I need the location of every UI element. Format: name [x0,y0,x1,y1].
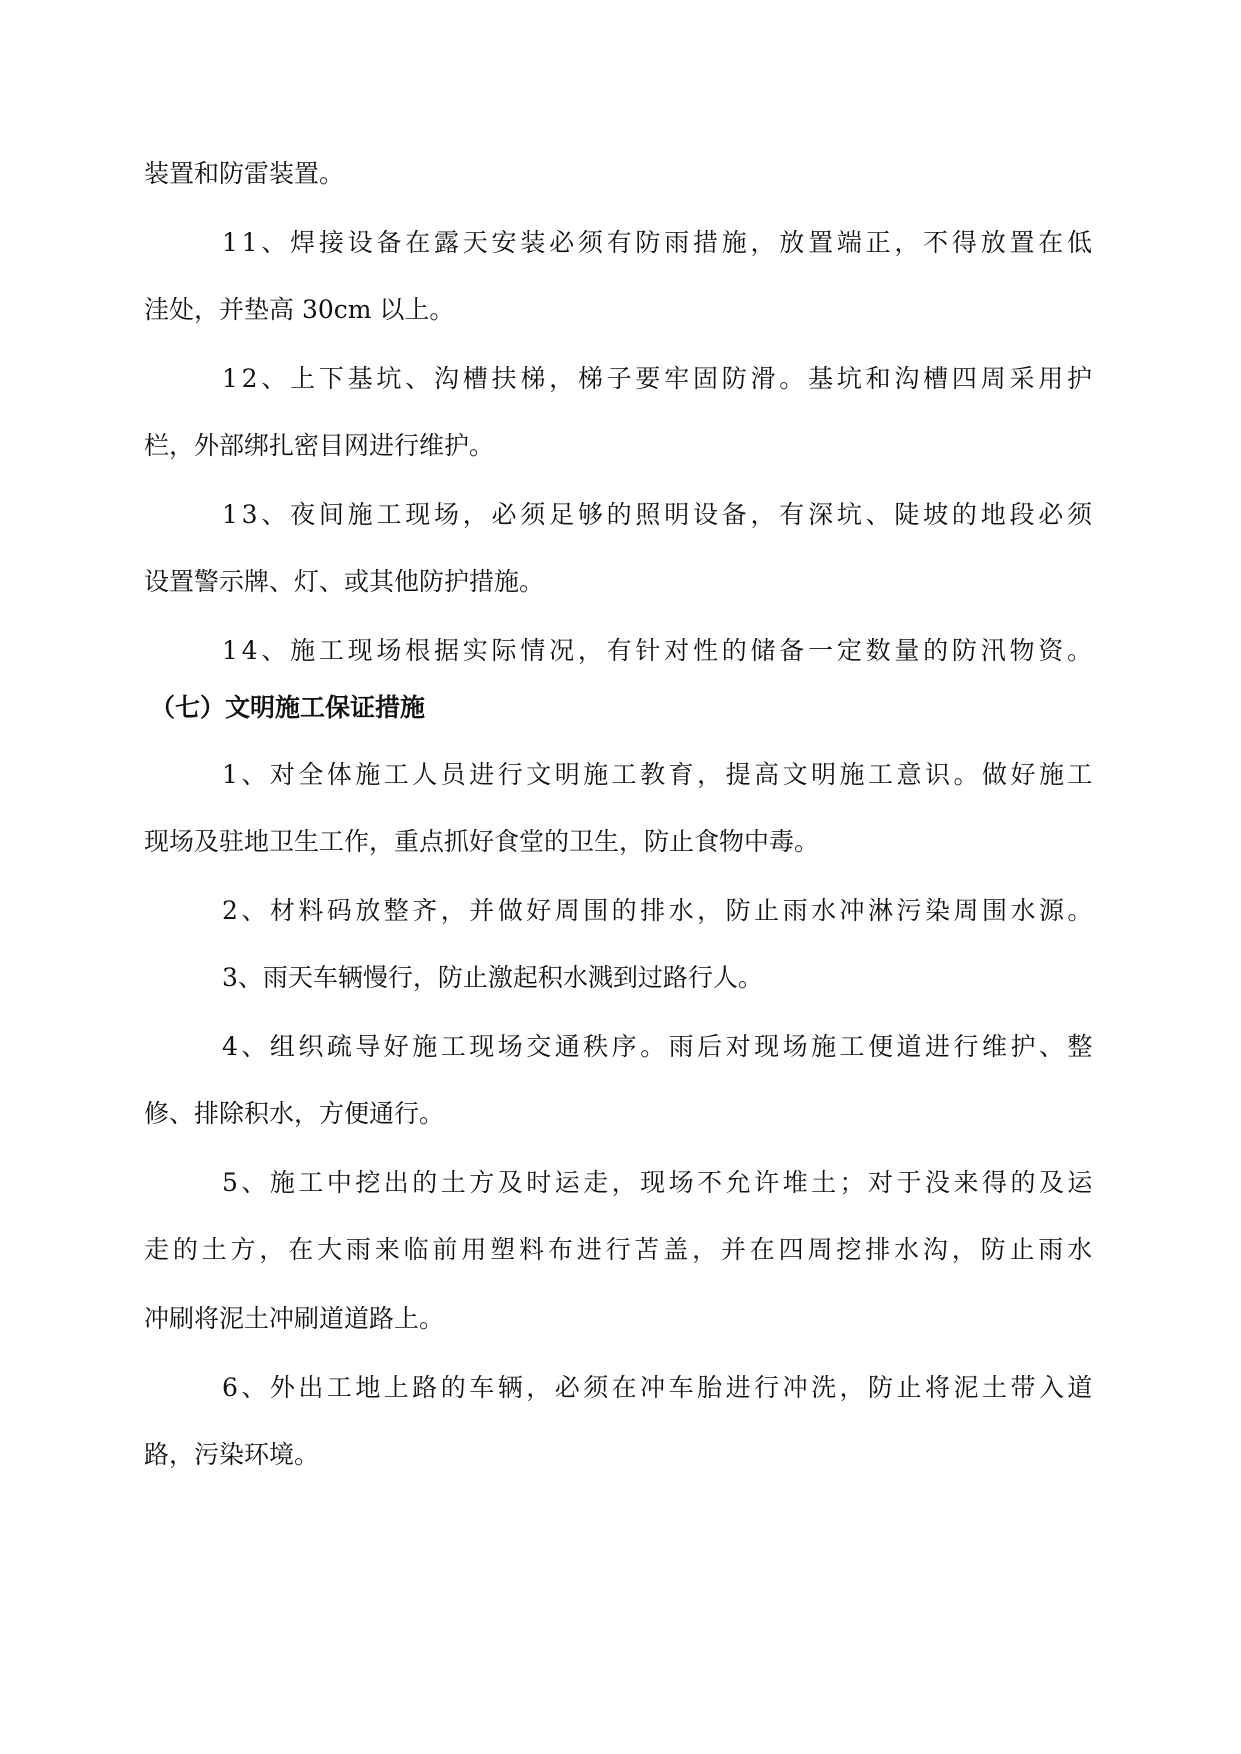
text-line: 装置和防雷装置。 [144,159,345,188]
text-line: 5、施工中挖出的土方及时运走，现场不允许堆土；对于没来得的及运 [222,1168,1096,1197]
text-line: 11、焊接设备在露天安装必须有防雨措施，放置端正，不得放置在低 [222,228,1096,257]
text-line: 6、外出工地上路的车辆，必须在冲车胎进行冲洗，防止将泥土带入道 [222,1373,1096,1402]
text-line: 12、上下基坑、沟槽扶梯，梯子要牢固防滑。基坑和沟槽四周采用护 [222,364,1096,393]
text-line: 2、材料码放整齐，并做好周围的排水，防止雨水冲淋污染周围水源。 [222,896,1096,925]
text-line: 冲刷将泥土冲刷道道路上。 [144,1304,445,1333]
text-line: 路，污染环境。 [144,1440,320,1469]
text-line: 设置警示牌、灯、或其他防护措施。 [144,567,545,596]
text-line: 3、雨天车辆慢行，防止激起积水溅到过路行人。 [222,963,763,992]
text-line: 14、施工现场根据实际情况，有针对性的储备一定数量的防汛物资。 [222,636,1096,665]
text-line: 1、对全体施工人员进行文明施工教育，提高文明施工意识。做好施工 [222,760,1096,789]
text-line: 4、组织疏导好施工现场交通秩序。雨后对现场施工便道进行维护、整 [222,1032,1096,1061]
section-heading: （七）文明施工保证措施 [150,693,426,722]
text-line: 修、排除积水，方便通行。 [144,1099,445,1128]
text-line: 走的土方，在大雨来临前用塑料布进行苫盖，并在四周挖排水沟，防止雨水 [144,1235,1096,1264]
text-line: 栏，外部绑扎密目网进行维护。 [144,431,495,460]
text-line: 13、夜间施工现场，必须足够的照明设备，有深坑、陡坡的地段必须 [222,500,1096,529]
text-line: 现场及驻地卫生工作，重点抓好食堂的卫生，防止食物中毒。 [144,827,820,856]
text-line: 洼处，并垫高 30cm 以上。 [144,295,455,324]
